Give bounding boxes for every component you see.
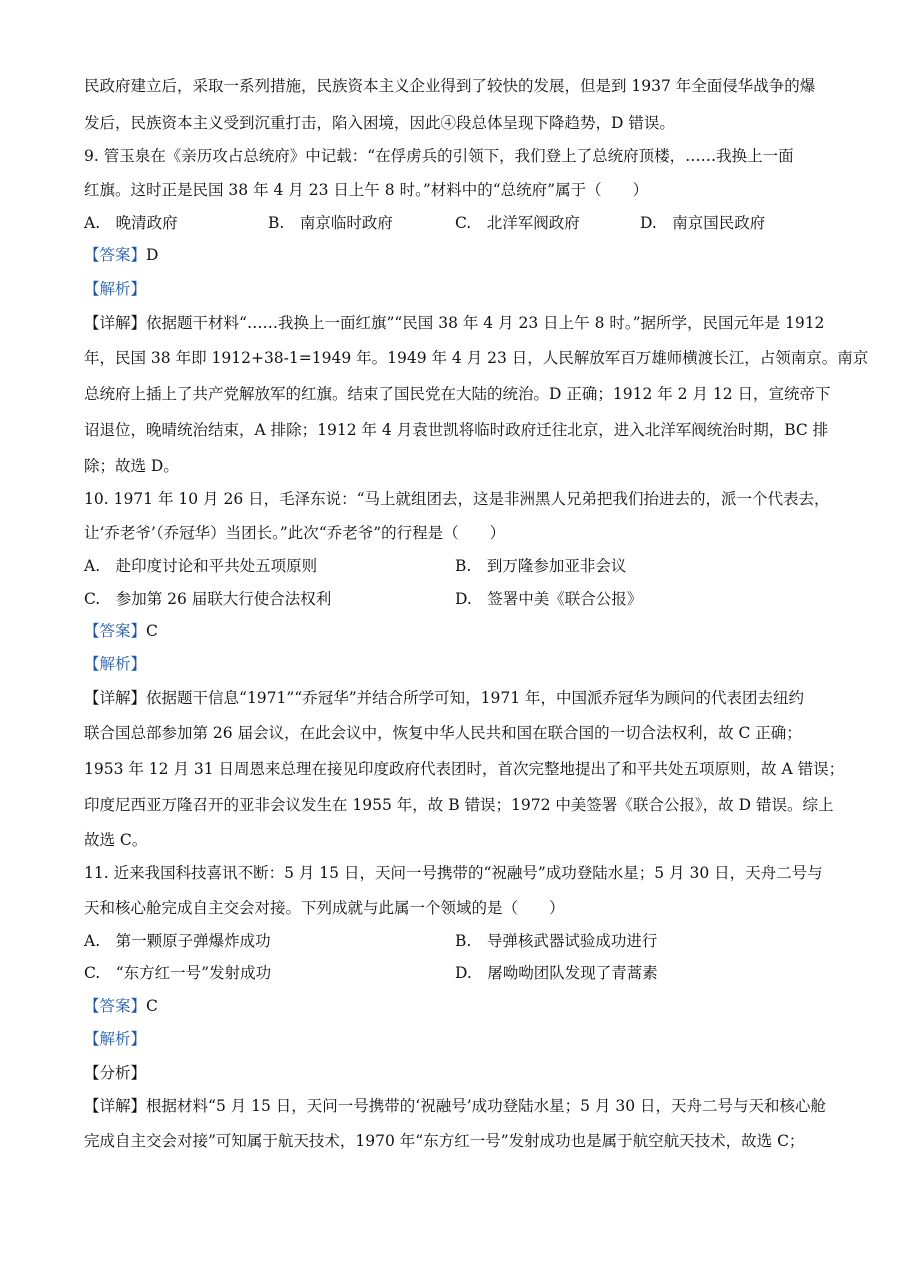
analysis-tag: 【解析】: [84, 655, 147, 673]
q10-analysis-tag: [84, 654, 146, 674]
q9-answer: [84, 245, 158, 265]
q10-detail: 联合国总部参加第 26 届会议，在此会议中，恢复中华人民共和国在联合国的一切合法权利，故 C 正确；: [84, 724, 802, 742]
q9-detail: 诏退位，晚晴统治结束，A 排除；1912 年 4 月袁世凯将临时政府迁往北京，进入北洋军阀统治时期，BC 排: [84, 421, 829, 439]
q11-answer: [84, 996, 158, 1016]
q11-analysis-tag: [84, 1029, 146, 1049]
q11-option-c: C. “东方红一号”发射成功: [84, 964, 272, 982]
answer-tag: 【答案】: [84, 246, 147, 264]
q9-option-d: D. 南京国民政府: [640, 214, 766, 232]
q10-option-d: D. 签署中美《联合公报》: [455, 590, 643, 608]
q11-fenxi-tag: 【分析】: [84, 1064, 147, 1082]
analysis-tag: 【解析】: [84, 280, 147, 298]
q9-option-a: A. 晚清政府: [84, 214, 178, 232]
q9-option-b: B. 南京临时政府: [268, 214, 393, 232]
q10-stem: 让‘乔老爷’（乔冠华）当团长。”此次“乔老爷”的行程是（ ）: [84, 524, 506, 542]
q11-detail: [84, 1096, 826, 1116]
q10-option-a: A. 赴印度讨论和平共处五项原则: [84, 557, 318, 575]
q10-detail: [84, 688, 804, 708]
detail-tag: 【详解】: [84, 1097, 147, 1115]
answer-tag: 【答案】: [84, 622, 147, 640]
q10-option-b: B. 到万隆参加亚非会议: [455, 557, 627, 575]
q9-detail: 总统府上插上了共产党解放军的红旗。结束了国民党在大陆的统治。D 正确；1912 年 2 月 12 日，宣统帝下: [84, 385, 831, 403]
answer-value: C: [146, 622, 158, 640]
q10-detail: 故选 C。: [84, 831, 148, 849]
q8-text-line: 发后，民族资本主义受到沉重打击，陷入困境，因此④段总体呈现下降趋势，D 错误。: [84, 114, 675, 132]
q10-stem: 10. 1971 年 10 月 26 日，毛泽东说：“马上就组团去，这是非洲黑人兄弟把我们抬进去的，派一个代表去，: [84, 490, 830, 508]
q11-detail: 完成自主交会对接”可知属于航天技术，1970 年“东方红一号”发射成功也是属于航空航天技术，故选 C；: [84, 1132, 805, 1150]
q9-option-c: C. 北洋军阀政府: [455, 214, 580, 232]
q11-option-d: D. 屠呦呦团队发现了青蒿素: [455, 964, 658, 982]
detail-tag: 【详解】: [84, 314, 147, 332]
detail-text: 依据题干信息“1971”“乔冠华”并结合所学可知，1971 年，中国派乔冠华为顾问的代表团去纽约: [146, 689, 805, 707]
q11-option-b: B. 导弹核武器试验成功进行: [455, 932, 658, 950]
q10-detail: 印度尼西亚万隆召开的亚非会议发生在 1955 年，故 B 错误；1972 中美签署《联合公报》，故 D 错误。综上: [84, 796, 834, 814]
q9-detail: [84, 313, 824, 333]
detail-text: 依据题干材料“……我换上一面红旗”“民国 38 年 4 月 23 日上午 8 时。”据所学，民国元年是 1912: [146, 314, 825, 332]
answer-value: D: [146, 246, 159, 264]
q11-stem: 天和核心舱完成自主交会对接。下列成就与此属一个领域的是（ ）: [84, 899, 565, 917]
detail-text: 根据材料“5 月 15 日，天问一号携带的‘祝融号’成功登陆水星；5 月 30 日，天舟二号与天和核心舱: [146, 1097, 827, 1115]
q9-stem: 红旗。这时正是民国 38 年 4 月 23 日上午 8 时。”材料中的“总统府”属于（ ）: [84, 181, 649, 199]
q9-detail: 年，民国 38 年即 1912+38-1=1949 年。1949 年 4 月 23 日，人民解放军百万雄师横渡长江，占领南京。南京: [84, 349, 869, 367]
analysis-tag: 【解析】: [84, 1030, 147, 1048]
answer-value: C: [146, 997, 158, 1015]
q9-stem: 9. 管玉泉在《亲历攻占总统府》中记载：“在俘虏兵的引领下，我们登上了总统府顶楼，……我换上一面: [84, 147, 794, 165]
q9-analysis-tag: [84, 279, 146, 299]
q11-stem: 11. 近来我国科技喜讯不断：5 月 15 日，天问一号携带的“祝融号”成功登陆水星；5 月 30 日，天舟二号与: [84, 864, 823, 882]
q9-detail: 除；故选 D。: [84, 457, 179, 475]
q10-answer: [84, 621, 158, 641]
q8-text-line: 民政府建立后，采取一系列措施，民族资本主义企业得到了较快的发展，但是到 1937 年全面侵华战争的爆: [84, 77, 816, 95]
detail-tag: 【详解】: [84, 689, 147, 707]
answer-tag: 【答案】: [84, 997, 147, 1015]
q10-detail: 1953 年 12 月 31 日周恩来总理在接见印度政府代表团时，首次完整地提出了和平共处五项原则，故 A 错误；: [84, 760, 845, 778]
q11-option-a: A. 第一颗原子弹爆炸成功: [84, 932, 271, 950]
q10-option-c: C. 参加第 26 届联大行使合法权利: [84, 590, 332, 608]
